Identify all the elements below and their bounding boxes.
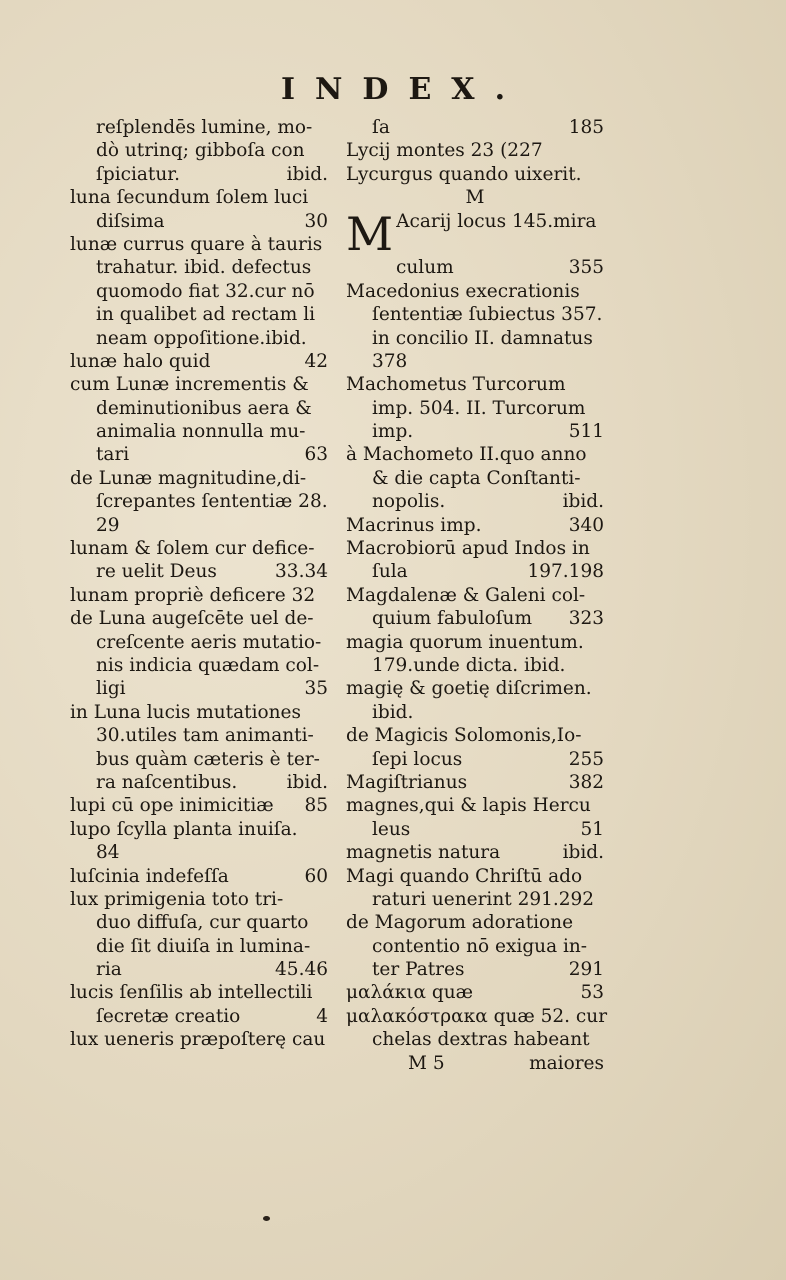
- page-reference: ibid.: [286, 771, 328, 793]
- entry-text: neam oppoſitione.ibid.: [96, 327, 307, 349]
- index-line: [70, 818, 328, 841]
- entry-text: à Machometo II.quo anno: [346, 444, 587, 466]
- index-line: [70, 139, 328, 162]
- entry-text: de Magicis Solomonis,Io-: [346, 725, 582, 747]
- index-line: [346, 888, 604, 911]
- index-line: [70, 560, 328, 583]
- entry-text: animalia nonnulla mu-: [96, 421, 306, 443]
- index-line: [346, 514, 604, 537]
- index-line: [346, 350, 604, 373]
- index-line: [346, 748, 604, 771]
- page-reference: 63: [304, 444, 328, 466]
- right-index-column: [346, 116, 608, 1075]
- entry-text: raturi uenerint 291.292: [372, 888, 595, 910]
- drop-capital: M: [346, 206, 394, 261]
- index-line: [70, 911, 328, 934]
- index-line: [346, 724, 604, 747]
- index-line: [70, 771, 328, 794]
- index-line: [346, 958, 604, 981]
- entry-text: nopolis.: [372, 491, 446, 513]
- page-reference: 355: [568, 257, 604, 279]
- index-line: [346, 560, 604, 583]
- ink-speck: [263, 1216, 270, 1221]
- index-line: [70, 748, 328, 771]
- entry-text: Magiſtrianus: [346, 771, 468, 793]
- index-line: [346, 911, 604, 934]
- page-title: INDEX.: [280, 72, 526, 107]
- index-line: [346, 818, 604, 841]
- entry-text: lucis ſenſilis ab intellectili: [70, 982, 313, 1004]
- index-line: [346, 467, 604, 490]
- entry-text: leus: [372, 818, 411, 840]
- index-line: [346, 677, 604, 700]
- index-line: [346, 303, 604, 326]
- index-line: [346, 163, 604, 186]
- index-line: [70, 724, 328, 747]
- page-reference: 340: [568, 514, 604, 536]
- index-line: [70, 537, 328, 560]
- page-reference: 185: [568, 117, 604, 138]
- index-line: [346, 1028, 604, 1051]
- page-reference: 323: [568, 608, 604, 630]
- entry-text: 29: [96, 514, 120, 536]
- entry-text: in qualibet ad rectam li: [96, 304, 316, 326]
- entry-text: chelas dextras habeant: [372, 1029, 590, 1051]
- entry-text: lunam & ſolem cur defice-: [70, 538, 315, 560]
- entry-text: lunæ currus quare à tauris: [70, 233, 323, 255]
- entry-text: μαλάκια quæ: [346, 982, 474, 1004]
- entry-text: Magdalenæ & Galeni col-: [346, 584, 586, 606]
- index-line: [70, 303, 328, 326]
- index-line: [346, 654, 604, 677]
- entry-text: de Magorum adoratione: [346, 912, 574, 934]
- index-line: [70, 888, 328, 911]
- page-reference: 60: [304, 865, 328, 887]
- entry-text: 30.utiles tam animanti-: [96, 725, 314, 747]
- page-reference: ibid.: [562, 491, 604, 513]
- index-line: [70, 701, 328, 724]
- entry-text: re uelit Deus: [96, 561, 217, 583]
- entry-text: ligi: [96, 678, 126, 700]
- entry-text: M: [465, 187, 485, 209]
- entry-text: culum: [396, 257, 454, 279]
- page-reference: 45.46: [275, 959, 328, 981]
- entry-text: ibid.: [372, 701, 414, 723]
- entry-text: μαλακόστρακα quæ 52. cur: [346, 1005, 608, 1027]
- index-line: [70, 443, 328, 466]
- index-line: [346, 256, 604, 279]
- page-reference: 291: [568, 959, 604, 981]
- index-line: [70, 981, 328, 1004]
- page-reference: 33.34: [275, 561, 328, 583]
- index-line: [346, 701, 604, 724]
- entry-text: die ſit diuiſa in lumina-: [96, 935, 311, 957]
- entry-text: luna ſecundum ſolem luci: [70, 187, 309, 209]
- index-line: [346, 537, 604, 560]
- index-line: [70, 163, 328, 186]
- index-line: [70, 794, 328, 817]
- page-reference: 382: [568, 771, 604, 793]
- page-reference: 53: [580, 982, 604, 1004]
- entry-text: Macrobiorū apud Indos in: [346, 538, 590, 560]
- index-line: [346, 935, 604, 958]
- entry-text: imp. 504. II. Turcorum: [372, 397, 586, 419]
- entry-text: imp.: [372, 421, 414, 443]
- entry-text: contentio nō exigua in-: [372, 935, 588, 957]
- entry-text: ſcrepantes ſententiæ 28.: [96, 491, 328, 513]
- entry-text: ſecretæ creatio: [96, 1005, 241, 1027]
- index-line: [70, 467, 328, 490]
- entry-text: 378: [372, 350, 408, 372]
- entry-text: magnetis natura: [346, 842, 501, 864]
- index-line: [70, 350, 328, 373]
- index-line: [70, 210, 328, 233]
- index-line: [346, 490, 604, 513]
- page-footer: [346, 1052, 604, 1075]
- index-line: [346, 327, 604, 350]
- index-line: [70, 958, 328, 981]
- catchword: maiores: [529, 1052, 604, 1074]
- entry-text: Macrinus imp.: [346, 514, 482, 536]
- index-line: [346, 1005, 608, 1028]
- entry-text: magię & goetię diſcrimen.: [346, 678, 592, 700]
- entry-text: de Luna augeſcēte uel de-: [70, 608, 314, 630]
- entry-text: quomodo fiat 32.cur nō: [96, 280, 315, 302]
- entry-text: 84: [96, 842, 120, 864]
- entry-text: magnes,qui & lapis Hercu: [346, 795, 591, 817]
- entry-text: lux primigenia toto tri-: [70, 888, 284, 910]
- entry-text: de Lunæ magnitudine,di-: [70, 467, 307, 489]
- entry-text: quium fabuloſum: [372, 608, 533, 630]
- entry-text: bus quàm cæteris è ter-: [96, 748, 320, 770]
- entry-text: Acarij locus 145.mira: [396, 210, 597, 232]
- entry-text: & die capta Conſtanti-: [372, 467, 581, 489]
- index-line: [346, 631, 604, 654]
- index-line: [70, 654, 328, 677]
- index-line: [70, 186, 328, 209]
- entry-text: in concilio II. damnatus: [372, 327, 593, 349]
- page-reference: ibid.: [286, 163, 328, 185]
- entry-text: lunæ halo quid: [70, 350, 211, 372]
- index-line: [346, 280, 604, 303]
- index-line: [346, 584, 604, 607]
- entry-text: Machometus Turcorum: [346, 374, 566, 396]
- entry-text: lux ueneris præpoſterę cau: [70, 1029, 326, 1051]
- entry-text: lupo ſcylla planta inuiſa.: [70, 818, 298, 840]
- left-index-column: [70, 116, 328, 1052]
- entry-text: ra naſcentibus.: [96, 771, 238, 793]
- entry-text: Lycurgus quando uixerit.: [346, 163, 582, 185]
- index-line: [70, 607, 328, 630]
- index-line: [70, 256, 328, 279]
- index-line: [346, 771, 604, 794]
- index-line: [70, 841, 328, 864]
- index-line: [70, 373, 328, 396]
- index-line: [346, 443, 604, 466]
- entry-text: luſcinia indefeſſa: [70, 865, 229, 887]
- entry-text: dò utrinq; gibboſa con: [96, 140, 305, 162]
- page-reference: 255: [568, 748, 604, 770]
- entry-text: Lycij montes 23 (227: [346, 140, 543, 162]
- entry-text: reſplendēs lumine, mo-: [96, 117, 313, 138]
- index-line: [70, 397, 328, 420]
- page-reference: ibid.: [562, 842, 604, 864]
- entry-text: deminutionibus aera &: [96, 397, 312, 419]
- index-line: [346, 373, 604, 396]
- index-line: [346, 139, 604, 162]
- index-line: [70, 280, 328, 303]
- page-reference: 511: [568, 421, 604, 443]
- index-line: [346, 420, 604, 443]
- index-line: [346, 116, 604, 139]
- index-line: [346, 607, 604, 630]
- index-line: [70, 327, 328, 350]
- index-line: [346, 865, 604, 888]
- entry-text: ria: [96, 959, 122, 981]
- index-line: [70, 490, 328, 513]
- entry-text: trahatur. ibid. defectus: [96, 257, 312, 279]
- entry-text: Macedonius execrationis: [346, 280, 580, 302]
- index-line: [70, 677, 328, 700]
- index-line: [70, 631, 328, 654]
- index-line: [346, 841, 604, 864]
- index-line: [70, 1005, 328, 1028]
- entry-text: Magi quando Chriſtū ado: [346, 865, 583, 887]
- entry-text: ſententiæ ſubiectus 357.: [372, 304, 603, 326]
- entry-text: ſa: [372, 117, 390, 138]
- entry-text: 179.unde dicta. ibid.: [372, 655, 566, 676]
- index-line: [346, 981, 604, 1004]
- entry-text: magia quorum inuentum.: [346, 631, 584, 653]
- index-line: [70, 116, 328, 139]
- entry-text: lupi cū ope inimicitiæ: [70, 795, 274, 817]
- index-line: [70, 233, 328, 256]
- page-reference: 51: [580, 818, 604, 840]
- signature-mark: M 5: [408, 1052, 445, 1074]
- index-line: [70, 514, 328, 537]
- entry-text: ſula: [372, 561, 408, 583]
- entry-text: tari: [96, 444, 130, 466]
- index-line: [70, 935, 328, 958]
- entry-text: diſsima: [96, 210, 165, 232]
- index-line: [70, 1028, 328, 1051]
- entry-text: in Luna lucis mutationes: [70, 701, 301, 723]
- index-line: [70, 865, 328, 888]
- entry-text: cum Lunæ incrementis &: [70, 374, 309, 396]
- page-reference: 42: [304, 350, 328, 372]
- index-line: [70, 584, 328, 607]
- entry-text: lunam propriè deficere 32: [70, 584, 316, 606]
- page-reference: 35: [304, 678, 328, 700]
- page-reference: 197.198: [527, 561, 604, 583]
- index-line: [346, 206, 604, 261]
- page-reference: 4: [316, 1005, 328, 1027]
- index-line: [346, 397, 604, 420]
- entry-text: nis indicia quædam col-: [96, 654, 320, 676]
- entry-text: duo diffuſa, cur quarto: [96, 912, 309, 934]
- entry-text: ſepi locus: [372, 748, 463, 770]
- entry-text: ter Patres: [372, 959, 465, 981]
- index-line: [70, 420, 328, 443]
- page-reference: 30: [304, 210, 328, 232]
- entry-text: ſpiciatur.: [96, 163, 180, 185]
- index-line: [346, 794, 604, 817]
- page-reference: 85: [304, 795, 328, 817]
- entry-text: creſcente aeris mutatio-: [96, 631, 322, 653]
